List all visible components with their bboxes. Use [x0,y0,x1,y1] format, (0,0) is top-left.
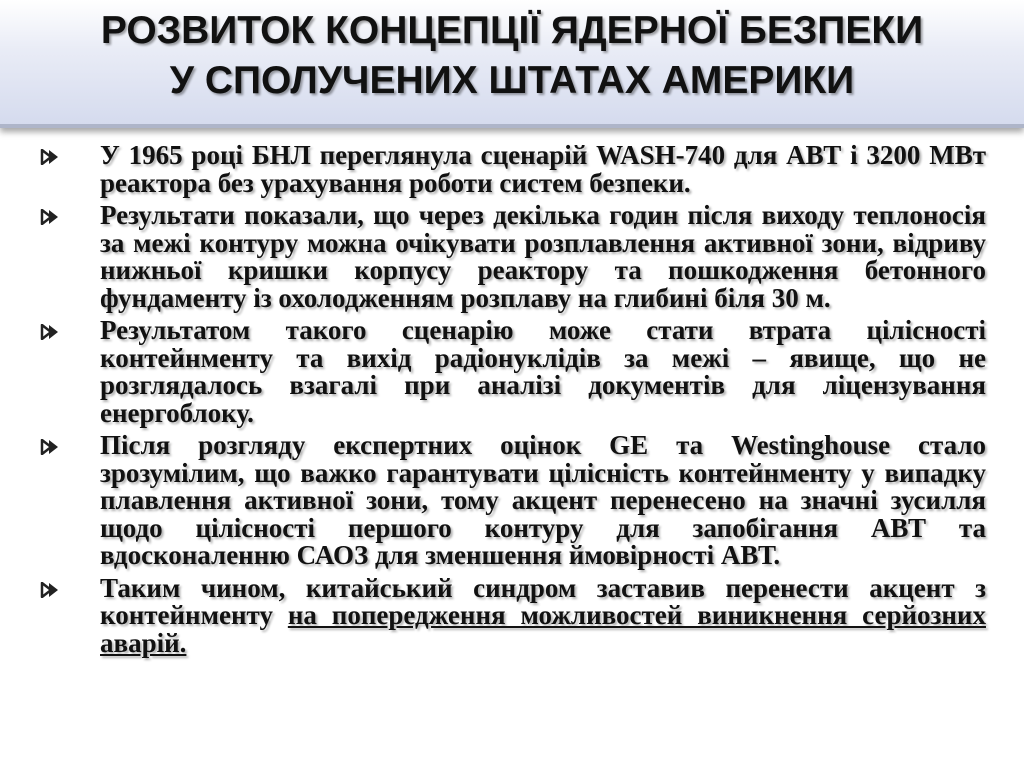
bullet-list [40,142,986,662]
bullet-text-plain: Таким чином, китайський синдром заставив перенести акцент з контейнменту [100,572,986,630]
bullet-item [40,317,986,427]
slide-title-line-1: РОЗВИТОК КОНЦЕПЦІЇ ЯДЕРНОЇ БЕЗПЕКИ [100,9,924,52]
arrow-bullet-icon [40,582,68,598]
title-bar [0,0,1024,128]
arrow-bullet-icon [40,209,68,225]
arrow-bullet-icon [40,439,68,455]
bullet-text: Результатом такого сценарію може стати втрата цілісності контейнменту та вихід радіонуклідів за межі – явище, що не розглядалось взагалі при аналізі документів для ліцензування енергоблоку. [100,315,986,428]
bullet-item [40,572,986,658]
bullet-text-underlined: на попередження можливостей виникнення серйозних аварій. [100,600,986,658]
bullet-text: Після розгляду експертних оцінок GE та Westinghouse стало зрозумілим, що важко гарантувати цілісність контейнменту у випадку плавлення активної зони, тому акцент перенесено на значні зусилля щодо цілісності першого контуру для запобігання АВТ та вдосконаленню САОЗ для зменшення ймовірності АВТ. [100,430,987,570]
slide-title [0,6,1024,106]
slide-title-line-2: У СПОЛУЧЕНИХ ШТАТАХ АМЕРИКИ [169,59,855,102]
bullet-text [100,572,986,658]
arrow-bullet-icon [40,324,68,340]
bullet-item [40,432,986,570]
bullet-text: Результати показали, що через декілька годин після виходу теплоносія за межі контуру можна очікувати розплавлення активної зони, відриву нижньої кришки корпусу реактору та пошкодження бетонного фундаменту із охолодженням розплаву на глибині біля 30 м. [100,200,986,313]
bullet-item [40,142,986,197]
arrow-bullet-icon [40,149,68,165]
bullet-item [40,202,986,312]
bullet-text: У 1965 році БНЛ переглянула сценарій WASH-740 для АВТ і 3200 МВт реактора без урахування роботи систем безпеки. [100,140,986,198]
